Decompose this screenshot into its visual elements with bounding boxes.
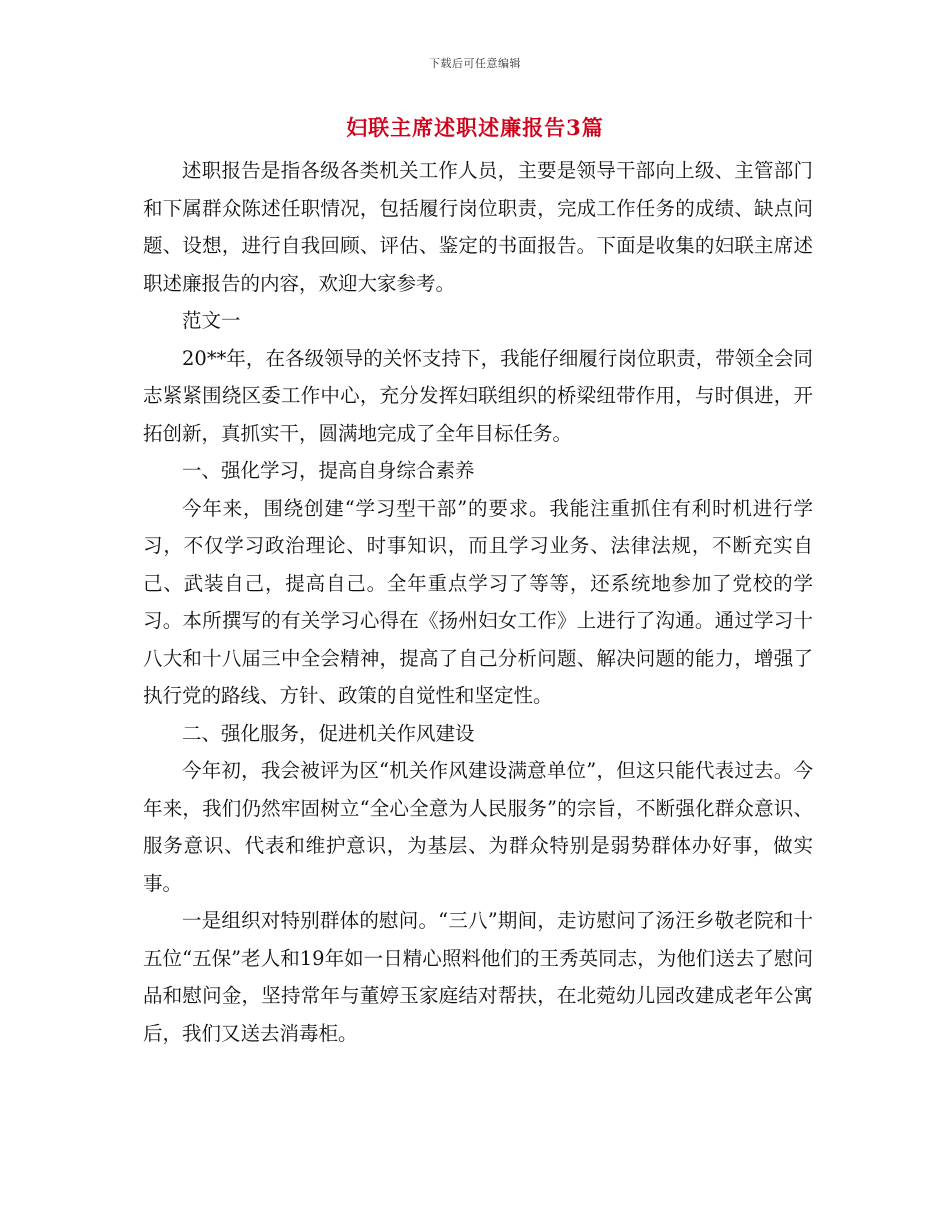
- paragraph-sample-heading: 范文一: [182, 309, 241, 332]
- paragraph-intro: 述职报告是指各级各类机关工作人员，主要是领导干部向上级、主管部门和下属群众陈述任职情况，包括履行岗位职责，完成工作任务的成绩、缺点问题、设想，进行自我回顾、评估、鉴定的书面报告。下面是收集的妇联主席述职述廉报告的内容，欢迎大家参考。: [143, 159, 813, 295]
- section-heading-2: 二、强化服务，促进机关作风建设: [182, 721, 475, 745]
- paragraph-visits: 一是组织对特别群体的慰问。“三八”期间，走访慰问了汤汪乡敬老院和十五位“五保”老人和19年如一日精心照料他们的王秀英同志，为他们送去了慰问品和慰问金，坚持常年与董婷玉家庭结对帮扶，在北菀幼儿园改建成老年公寓后，我们又送去消毒柜。: [143, 909, 813, 1045]
- document-title: 妇联主席述职述廉报告3篇: [346, 115, 604, 140]
- section-heading-1: 一、强化学习，提高自身综合素养: [182, 459, 475, 482]
- document-body: [143, 152, 813, 1052]
- paragraph-study: 今年来，围绕创建“学习型干部”的要求。我能注重抓住有利时机进行学习，不仅学习政治理论、时事知识，而且学习业务、法律法规，不断充实自己、武装自己，提高自己。全年重点学习了等等，还系统地参加了党校的学习。本所撰写的有关学习心得在《扬州妇女工作》上进行了沟通。通过学习十八大和十八届三中全会精神，提高了自己分析问题、解决问题的能力，增强了执行党的路线、方针、政策的自觉性和坚定性。: [143, 496, 813, 707]
- paragraph-service: 今年初，我会被评为区“机关作风建设满意单位”，但这只能代表过去。今年来，我们仍然牢固树立“全心全意为人民服务”的宗旨，不断强化群众意识、服务意识、代表和维护意识，为基层、为群众特别是弱势群体办好事，做实事。: [143, 759, 813, 895]
- paragraph-overview: 20**年，在各级领导的关怀支持下，我能仔细履行岗位职责，带领全会同志紧紧围绕区委工作中心，充分发挥妇联组织的桥梁纽带作用，与时俱进，开拓创新，真抓实干，圆满地完成了全年目标任务。: [143, 346, 813, 445]
- header-note: 下载后可任意编辑: [429, 57, 521, 70]
